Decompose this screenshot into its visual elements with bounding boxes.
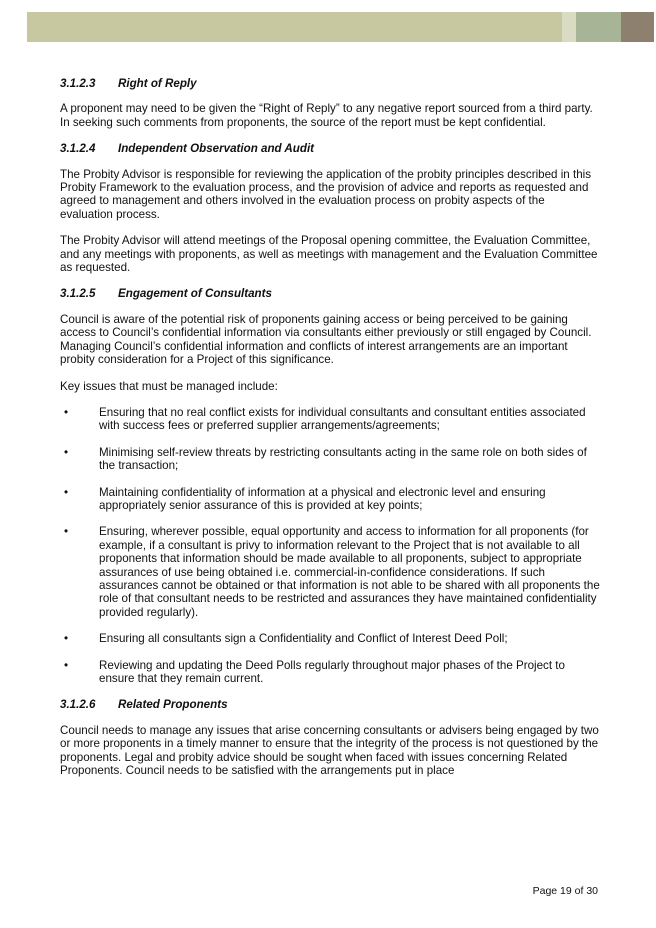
paragraph: Council is aware of the potential risk of proponents gaining access or being perceived to be gaining access to Council’s confidential information via consultants either previously or still engaged by Council. Managing Council’s confidential information and conflicts of interest arrangements are an important probity consideration for a Project of this significance. xyxy=(60,312,592,367)
section-title: Right of Reply xyxy=(118,77,197,90)
bullet-icon: • xyxy=(64,445,69,459)
list-item xyxy=(60,446,600,473)
key-issues-list xyxy=(60,406,600,686)
bullet-icon: • xyxy=(64,632,69,646)
section-number: 3.1.2.6 xyxy=(60,698,96,712)
document-body xyxy=(60,77,600,790)
banner-segment-green xyxy=(576,12,621,42)
list-item xyxy=(60,406,600,433)
list-item-text: Maintaining confidentiality of information at a physical and electronic level and ensuring appropriately senior assurance of this is provided at key points; xyxy=(99,485,546,512)
list-item-text: Ensuring all consultants sign a Confidentiality and Conflict of Interest Deed Poll; xyxy=(99,632,508,646)
list-item xyxy=(60,486,600,513)
bullet-icon: • xyxy=(64,525,69,539)
list-item-text: Ensuring that no real conflict exists for individual consultants and consultant entities associated with success fees or preferred supplier arrangements/agreements; xyxy=(99,405,586,433)
bullet-icon: • xyxy=(64,485,69,499)
paragraph: A proponent may need to be given the “Right of Reply” to any negative report sourced from a third party. In seeking such comments from proponents, the source of the report must be kept confidential. xyxy=(60,102,593,129)
banner-segment-main xyxy=(27,12,562,42)
page-number: Page 19 of 30 xyxy=(532,885,598,897)
section-number: 3.1.2.4 xyxy=(60,142,96,156)
header-banner xyxy=(27,12,654,42)
paragraph: Key issues that must be managed include: xyxy=(60,379,278,393)
list-item-text: Reviewing and updating the Deed Polls regularly throughout major phases of the Project to ensure that they remain current. xyxy=(99,658,565,685)
bullet-icon: • xyxy=(64,405,69,419)
bullet-icon: • xyxy=(64,658,69,672)
section-heading-related-proponents xyxy=(60,698,600,711)
paragraph: The Probity Advisor is responsible for reviewing the application of the probity principles described in this Probity Framework to the evaluation process, and the provision of advice and reports as requested and agreed to management and others involved in the evaluation process on probity aspects of the evaluation process. xyxy=(60,167,592,221)
section-number: 3.1.2.5 xyxy=(60,287,96,301)
paragraph: Council needs to manage any issues that arise concerning consultants or advisers being engaged by two or more proponents in a timely manner to ensure that the integrity of the process is not questioned by the proponents. Legal and probity advice should be sought when faced with issues concerning Related Proponents. Council needs to be satisfied with the arrangements put in place xyxy=(60,723,599,778)
section-title: Independent Observation and Audit xyxy=(118,142,315,156)
list-item-text: Ensuring, wherever possible, equal opportunity and access to information for all proponents (for example, if a consultant is privy to information relevant to the Project that is not available to all proponents that information should be made available to all proponents, subject to appropriate assurances of use being obtained i.e. commercial-in-confidence considerations. If such assurances cannot be obtained or that information is not able to be shared with all proponents the role of that consultant needs to be restricted and assurances they have maintained confidentiality provided regularly). xyxy=(99,525,600,619)
section-heading-right-of-reply xyxy=(60,77,600,90)
section-heading-engagement-of-consultants xyxy=(60,287,600,300)
section-number: 3.1.2.3 xyxy=(60,77,96,90)
banner-segment-light xyxy=(562,12,576,42)
paragraph: The Probity Advisor will attend meetings of the Proposal opening committee, the Evaluation Committee, and any meetings with proponents, as well as meetings with management and the Evaluation Committee as requested. xyxy=(60,234,598,275)
list-item xyxy=(60,632,600,645)
list-item-text: Minimising self-review threats by restricting consultants acting in the same role on both sides of the transaction; xyxy=(99,445,587,473)
list-item xyxy=(60,525,600,619)
banner-segment-brown xyxy=(621,12,654,42)
list-item xyxy=(60,659,600,686)
section-title: Related Proponents xyxy=(118,698,228,712)
section-heading-independent-observation xyxy=(60,142,600,155)
section-title: Engagement of Consultants xyxy=(118,287,272,301)
